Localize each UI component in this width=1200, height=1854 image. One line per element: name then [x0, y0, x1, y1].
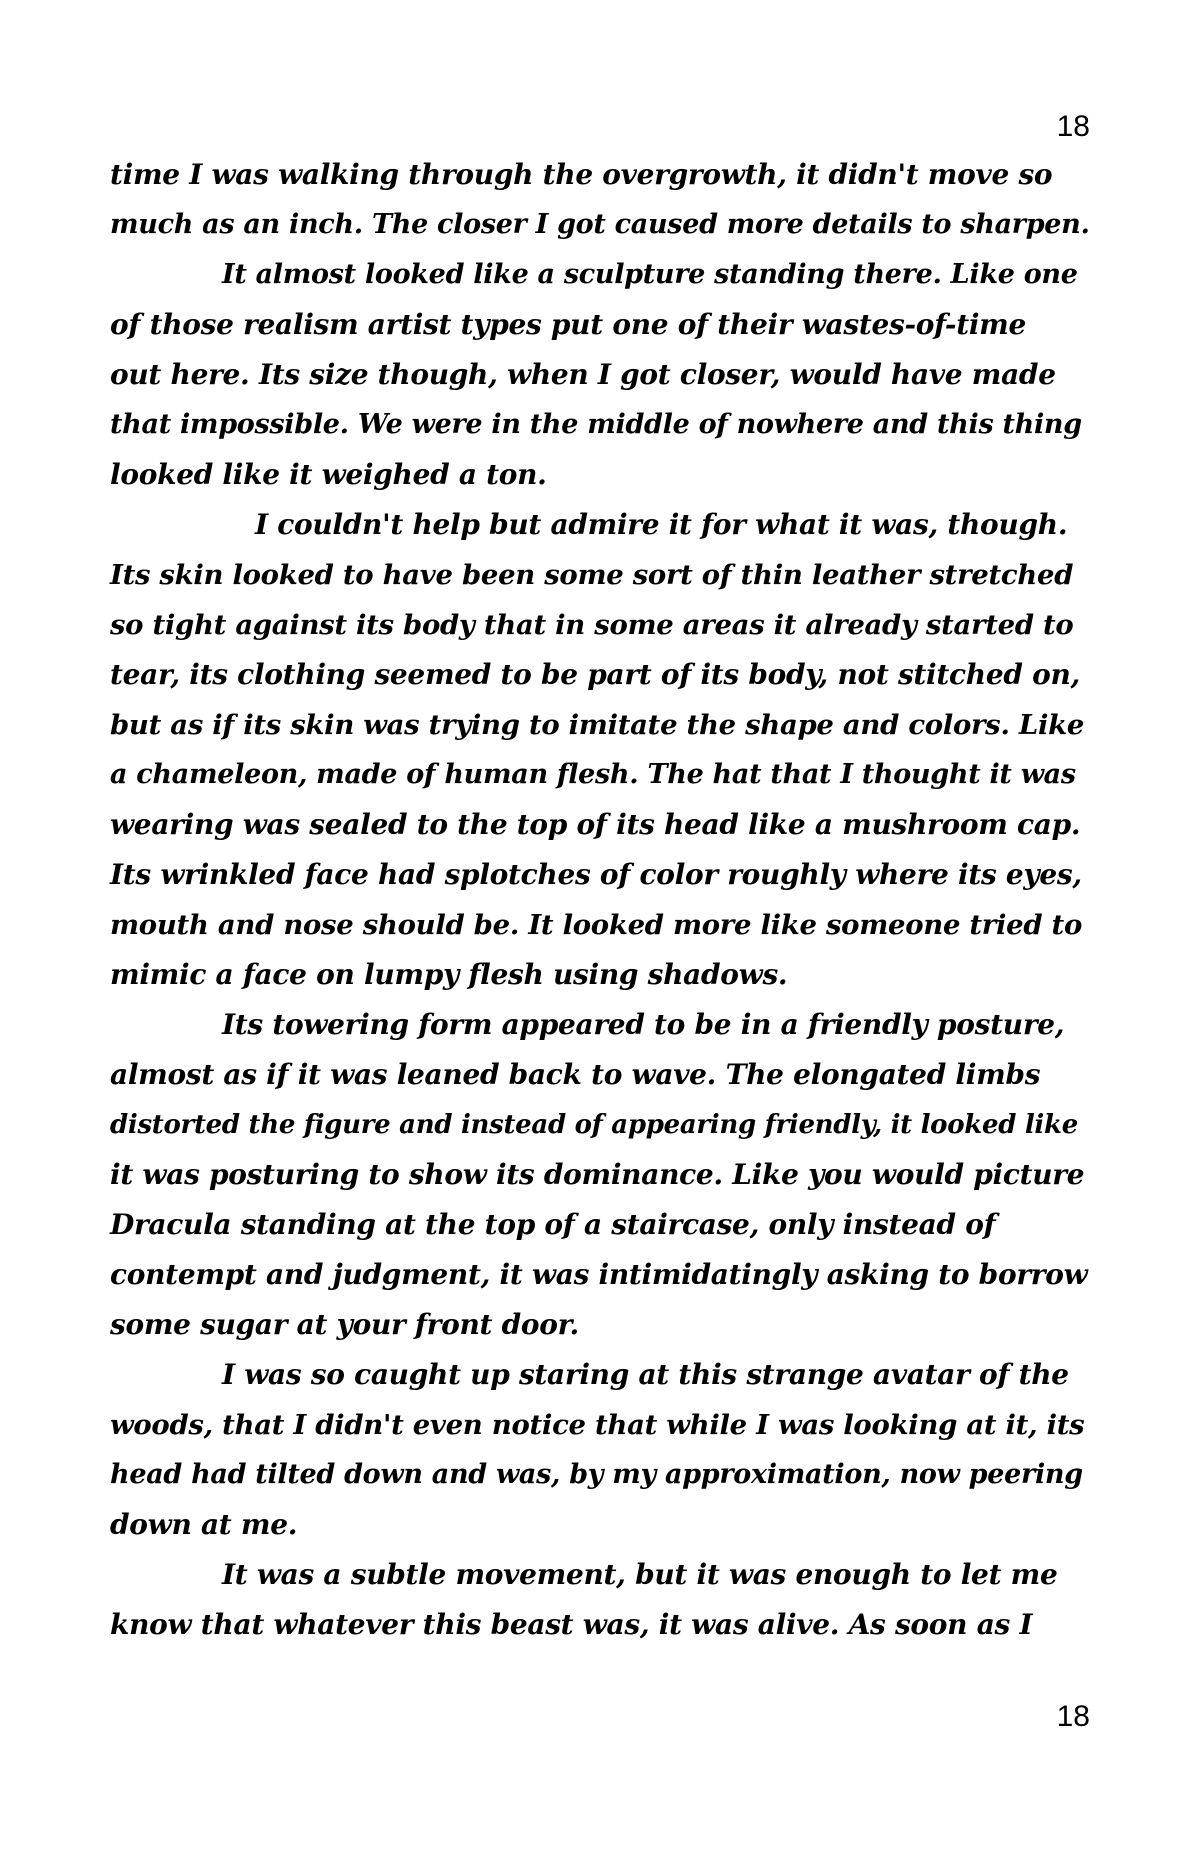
text-line: It almost looked like a sculpture standing there. Like one [222, 259, 1078, 290]
text-line: mouth and nose should be. It looked more like someone tried to [110, 909, 1082, 941]
text-line: mimic a face on lumpy flesh using shadows. [110, 958, 788, 991]
text-line: looked like it weighed a ton. [110, 458, 547, 491]
text-line: down at me. [110, 1508, 298, 1541]
text-line: almost as if it was leaned back to wave. The elongated limbs [110, 1058, 1041, 1091]
text-line: tear, its clothing seemed to be part of its body, not stitched on, [110, 658, 1080, 691]
text-line: that impossible. We were in the middle of nowhere and this thing [110, 409, 1082, 440]
text-line: woods, that I didn't even notice that while I was looking at it, its [110, 1409, 1085, 1441]
text-line: I couldn't help but admire it for what it was, though. [255, 508, 1068, 541]
text-line: time I was walking through the overgrowth, it didn't move so [110, 158, 1053, 191]
text-line: It was a subtle movement, but it was enough to let me [222, 1558, 1058, 1591]
text-line: a chameleon, made of human flesh. The hat that I thought it was [110, 759, 1076, 790]
page-number-bottom: 18 [1056, 1700, 1090, 1733]
text-line: Its towering form appeared to be in a friendly posture, [222, 1008, 1065, 1041]
text-line: head had tilted down and was, by my approximation, now peering [110, 1459, 1083, 1490]
text-line: some sugar at your front door. [110, 1308, 579, 1341]
text-line: out here. Its size though, when I got closer, would have made [110, 358, 1056, 391]
text-line: wearing was sealed to the top of its head like a mushroom cap. [110, 808, 1081, 841]
text-line: Its wrinkled face had splotches of color roughly where its eyes, [110, 858, 1082, 891]
body-text [110, 150, 1090, 1650]
text-line: contempt and judgment, it was intimidatingly asking to borrow [110, 1258, 1088, 1291]
text-line: but as if its skin was trying to imitate the shape and colors. Like [110, 709, 1085, 741]
text-line: so tight against its body that in some areas it already started to [110, 609, 1074, 641]
page-number-top: 18 [1056, 110, 1090, 143]
text-line: of those realism artist types put one of their wastes-of-time [110, 308, 1027, 341]
text-line: know that whatever this beast was, it was alive. As soon as I [110, 1608, 1033, 1641]
text-line: distorted the figure and instead of appearing friendly, it looked like [110, 1110, 1078, 1140]
text-line: I was so caught up staring at this strange avatar of the [222, 1358, 1069, 1391]
text-line: Its skin looked to have been some sort of thin leather stretched [110, 559, 1074, 591]
text-line: it was posturing to show its dominance. Like you would picture [110, 1158, 1085, 1191]
text-line: Dracula standing at the top of a staircase, only instead of [110, 1208, 996, 1241]
text-line: much as an inch. The closer I got caused more details to sharpen. [110, 209, 1090, 240]
